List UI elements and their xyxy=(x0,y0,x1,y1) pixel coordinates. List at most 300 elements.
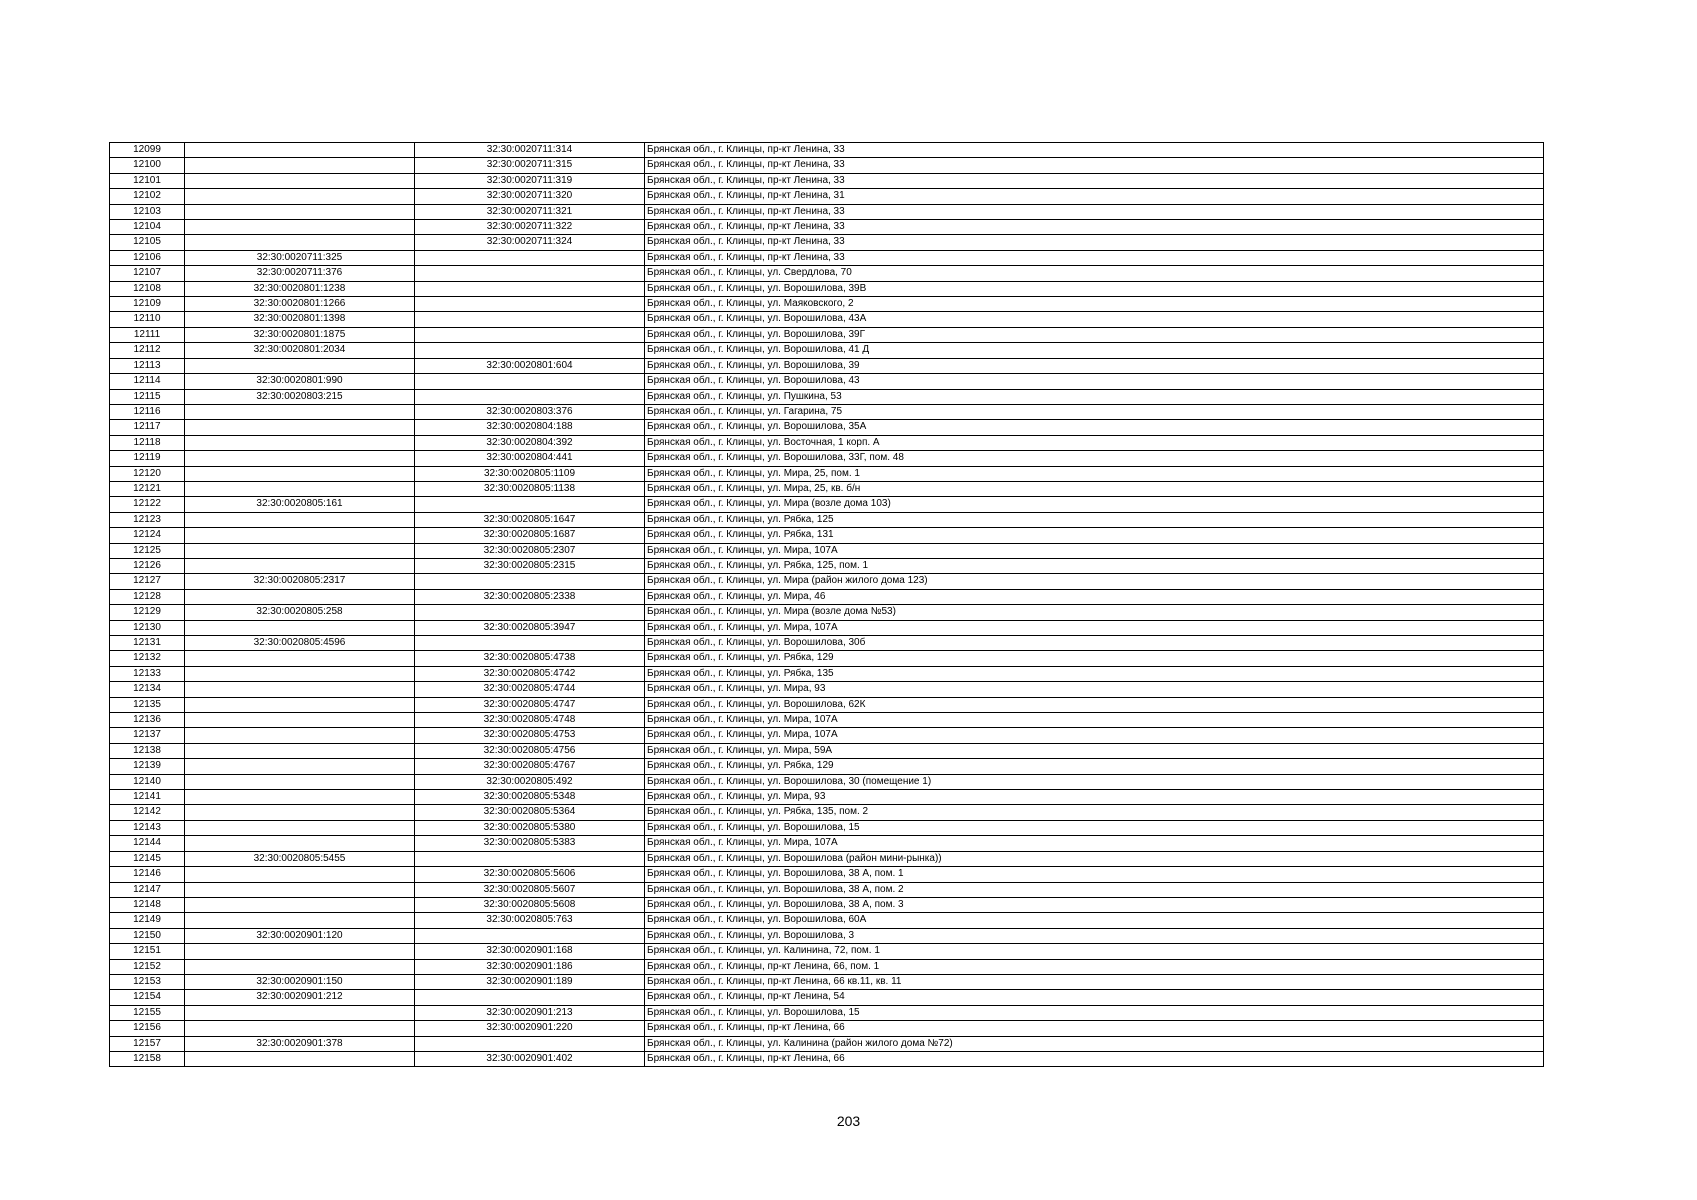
land-cadastral-number-cell xyxy=(185,466,415,481)
table-row xyxy=(110,928,1544,943)
row-number-cell: 12116 xyxy=(110,404,185,419)
table-row xyxy=(110,235,1544,250)
table-row xyxy=(110,420,1544,435)
row-number-cell: 12142 xyxy=(110,805,185,820)
row-number-cell: 12122 xyxy=(110,497,185,512)
row-number-cell: 12127 xyxy=(110,574,185,589)
address-cell: Брянская обл., г. Клинцы, ул. Мира, 107А xyxy=(645,543,1544,558)
table-row xyxy=(110,666,1544,681)
address-cell: Брянская обл., г. Клинцы, пр-кт Ленина, 33 xyxy=(645,220,1544,235)
address-cell: Брянская обл., г. Клинцы, ул. Ворошилова, 38 А, пом. 3 xyxy=(645,897,1544,912)
address-cell: Брянская обл., г. Клинцы, ул. Мира (район жилого дома 123) xyxy=(645,574,1544,589)
row-number-cell: 12099 xyxy=(110,143,185,158)
building-cadastral-number-cell: 32:30:0020805:5606 xyxy=(415,867,645,882)
table-row xyxy=(110,759,1544,774)
land-cadastral-number-cell: 32:30:0020801:1266 xyxy=(185,297,415,312)
land-cadastral-number-cell xyxy=(185,666,415,681)
land-cadastral-number-cell xyxy=(185,158,415,173)
land-cadastral-number-cell: 32:30:0020711:325 xyxy=(185,250,415,265)
land-cadastral-number-cell xyxy=(185,728,415,743)
building-cadastral-number-cell: 32:30:0020711:319 xyxy=(415,173,645,188)
table-row xyxy=(110,158,1544,173)
address-cell: Брянская обл., г. Клинцы, ул. Ворошилова, 30б xyxy=(645,636,1544,651)
land-cadastral-number-cell xyxy=(185,358,415,373)
address-cell: Брянская обл., г. Клинцы, пр-кт Ленина, 33 xyxy=(645,204,1544,219)
land-cadastral-number-cell: 32:30:0020805:258 xyxy=(185,605,415,620)
row-number-cell: 12148 xyxy=(110,897,185,912)
land-cadastral-number-cell: 32:30:0020801:2034 xyxy=(185,343,415,358)
table-row xyxy=(110,281,1544,296)
land-cadastral-number-cell xyxy=(185,867,415,882)
row-number-cell: 12156 xyxy=(110,1021,185,1036)
row-number-cell: 12136 xyxy=(110,713,185,728)
address-cell: Брянская обл., г. Клинцы, пр-кт Ленина, 66, пом. 1 xyxy=(645,959,1544,974)
address-cell: Брянская обл., г. Клинцы, ул. Мира (возле дома №53) xyxy=(645,605,1544,620)
row-number-cell: 12137 xyxy=(110,728,185,743)
address-cell: Брянская обл., г. Клинцы, ул. Ворошилова, 41 Д xyxy=(645,343,1544,358)
row-number-cell: 12109 xyxy=(110,297,185,312)
address-cell: Брянская обл., г. Клинцы, ул. Пушкина, 53 xyxy=(645,389,1544,404)
building-cadastral-number-cell xyxy=(415,389,645,404)
table-row xyxy=(110,374,1544,389)
row-number-cell: 12157 xyxy=(110,1036,185,1051)
land-cadastral-number-cell xyxy=(185,805,415,820)
row-number-cell: 12149 xyxy=(110,913,185,928)
row-number-cell: 12119 xyxy=(110,451,185,466)
land-cadastral-number-cell xyxy=(185,220,415,235)
building-cadastral-number-cell: 32:30:0020805:1647 xyxy=(415,512,645,527)
table-row xyxy=(110,897,1544,912)
building-cadastral-number-cell: 32:30:0020711:324 xyxy=(415,235,645,250)
address-cell: Брянская обл., г. Клинцы, ул. Мира, 107А xyxy=(645,713,1544,728)
building-cadastral-number-cell xyxy=(415,851,645,866)
row-number-cell: 12147 xyxy=(110,882,185,897)
land-cadastral-number-cell xyxy=(185,790,415,805)
row-number-cell: 12132 xyxy=(110,651,185,666)
building-cadastral-number-cell: 32:30:0020805:4747 xyxy=(415,697,645,712)
table-row xyxy=(110,327,1544,342)
address-cell: Брянская обл., г. Клинцы, ул. Рябка, 125, пом. 1 xyxy=(645,558,1544,573)
land-cadastral-number-cell xyxy=(185,173,415,188)
row-number-cell: 12155 xyxy=(110,1005,185,1020)
building-cadastral-number-cell: 32:30:0020901:213 xyxy=(415,1005,645,1020)
address-cell: Брянская обл., г. Клинцы, ул. Мира, 25, кв. б/н xyxy=(645,481,1544,496)
table-row xyxy=(110,173,1544,188)
land-cadastral-number-cell: 32:30:0020901:150 xyxy=(185,974,415,989)
row-number-cell: 12158 xyxy=(110,1051,185,1066)
table-row xyxy=(110,682,1544,697)
row-number-cell: 12139 xyxy=(110,759,185,774)
address-cell: Брянская обл., г. Клинцы, ул. Мира, 107А xyxy=(645,728,1544,743)
table-row xyxy=(110,543,1544,558)
table-row xyxy=(110,851,1544,866)
building-cadastral-number-cell xyxy=(415,297,645,312)
address-cell: Брянская обл., г. Клинцы, ул. Ворошилова, 38 А, пом. 2 xyxy=(645,882,1544,897)
address-cell: Брянская обл., г. Клинцы, ул. Гагарина, 75 xyxy=(645,404,1544,419)
table-row xyxy=(110,697,1544,712)
building-cadastral-number-cell: 32:30:0020711:320 xyxy=(415,189,645,204)
table-row xyxy=(110,620,1544,635)
land-cadastral-number-cell: 32:30:0020801:1238 xyxy=(185,281,415,296)
building-cadastral-number-cell xyxy=(415,266,645,281)
row-number-cell: 12131 xyxy=(110,636,185,651)
building-cadastral-number-cell: 32:30:0020805:1138 xyxy=(415,481,645,496)
building-cadastral-number-cell xyxy=(415,1036,645,1051)
address-cell: Брянская обл., г. Клинцы, ул. Рябка, 125 xyxy=(645,512,1544,527)
land-cadastral-number-cell: 32:30:0020801:1398 xyxy=(185,312,415,327)
table-row xyxy=(110,528,1544,543)
row-number-cell: 12126 xyxy=(110,558,185,573)
address-cell: Брянская обл., г. Клинцы, ул. Маяковского, 2 xyxy=(645,297,1544,312)
land-cadastral-number-cell: 32:30:0020801:990 xyxy=(185,374,415,389)
row-number-cell: 12154 xyxy=(110,990,185,1005)
building-cadastral-number-cell xyxy=(415,636,645,651)
table-row xyxy=(110,574,1544,589)
building-cadastral-number-cell: 32:30:0020801:604 xyxy=(415,358,645,373)
building-cadastral-number-cell: 32:30:0020804:392 xyxy=(415,435,645,450)
row-number-cell: 12144 xyxy=(110,836,185,851)
address-cell: Брянская обл., г. Клинцы, ул. Ворошилова, 43А xyxy=(645,312,1544,327)
building-cadastral-number-cell: 32:30:0020805:4767 xyxy=(415,759,645,774)
building-cadastral-number-cell: 32:30:0020805:4744 xyxy=(415,682,645,697)
land-cadastral-number-cell xyxy=(185,820,415,835)
address-cell: Брянская обл., г. Клинцы, пр-кт Ленина, 31 xyxy=(645,189,1544,204)
land-cadastral-number-cell xyxy=(185,774,415,789)
building-cadastral-number-cell: 32:30:0020805:4756 xyxy=(415,743,645,758)
building-cadastral-number-cell: 32:30:0020901:168 xyxy=(415,944,645,959)
row-number-cell: 12138 xyxy=(110,743,185,758)
address-cell: Брянская обл., г. Клинцы, ул. Ворошилова, 60А xyxy=(645,913,1544,928)
building-cadastral-number-cell: 32:30:0020805:4753 xyxy=(415,728,645,743)
land-cadastral-number-cell xyxy=(185,189,415,204)
row-number-cell: 12141 xyxy=(110,790,185,805)
table-row xyxy=(110,512,1544,527)
table-row xyxy=(110,466,1544,481)
row-number-cell: 12135 xyxy=(110,697,185,712)
building-cadastral-number-cell xyxy=(415,574,645,589)
table-row xyxy=(110,204,1544,219)
table-row xyxy=(110,297,1544,312)
table-row xyxy=(110,882,1544,897)
row-number-cell: 12125 xyxy=(110,543,185,558)
land-cadastral-number-cell xyxy=(185,512,415,527)
building-cadastral-number-cell: 32:30:0020805:763 xyxy=(415,913,645,928)
table-row xyxy=(110,636,1544,651)
building-cadastral-number-cell xyxy=(415,497,645,512)
table-row xyxy=(110,1005,1544,1020)
building-cadastral-number-cell: 32:30:0020805:4742 xyxy=(415,666,645,681)
land-cadastral-number-cell: 32:30:0020901:212 xyxy=(185,990,415,1005)
row-number-cell: 12108 xyxy=(110,281,185,296)
address-cell: Брянская обл., г. Клинцы, ул. Рябка, 129 xyxy=(645,651,1544,666)
address-cell: Брянская обл., г. Клинцы, пр-кт Ленина, 33 xyxy=(645,173,1544,188)
address-cell: Брянская обл., г. Клинцы, пр-кт Ленина, 66 xyxy=(645,1021,1544,1036)
address-cell: Брянская обл., г. Клинцы, пр-кт Ленина, 66 xyxy=(645,1051,1544,1066)
address-cell: Брянская обл., г. Клинцы, пр-кт Ленина, 54 xyxy=(645,990,1544,1005)
land-cadastral-number-cell: 32:30:0020711:376 xyxy=(185,266,415,281)
building-cadastral-number-cell xyxy=(415,605,645,620)
row-number-cell: 12101 xyxy=(110,173,185,188)
land-cadastral-number-cell xyxy=(185,713,415,728)
land-cadastral-number-cell xyxy=(185,543,415,558)
address-cell: Брянская обл., г. Клинцы, пр-кт Ленина, 66 кв.11, кв. 11 xyxy=(645,974,1544,989)
building-cadastral-number-cell: 32:30:0020805:5364 xyxy=(415,805,645,820)
row-number-cell: 12145 xyxy=(110,851,185,866)
building-cadastral-number-cell: 32:30:0020711:314 xyxy=(415,143,645,158)
address-cell: Брянская обл., г. Клинцы, ул. Восточная, 1 корп. А xyxy=(645,435,1544,450)
table-row xyxy=(110,605,1544,620)
land-cadastral-number-cell xyxy=(185,836,415,851)
registry-table-body xyxy=(110,143,1544,1067)
building-cadastral-number-cell: 32:30:0020901:220 xyxy=(415,1021,645,1036)
table-row xyxy=(110,774,1544,789)
row-number-cell: 12117 xyxy=(110,420,185,435)
address-cell: Брянская обл., г. Клинцы, пр-кт Ленина, 33 xyxy=(645,143,1544,158)
table-row xyxy=(110,1021,1544,1036)
row-number-cell: 12106 xyxy=(110,250,185,265)
land-cadastral-number-cell xyxy=(185,435,415,450)
row-number-cell: 12151 xyxy=(110,944,185,959)
address-cell: Брянская обл., г. Клинцы, ул. Ворошилова, 15 xyxy=(645,1005,1544,1020)
address-cell: Брянская обл., г. Клинцы, ул. Свердлова, 70 xyxy=(645,266,1544,281)
address-cell: Брянская обл., г. Клинцы, ул. Рябка, 131 xyxy=(645,528,1544,543)
registry-table xyxy=(109,142,1544,1067)
land-cadastral-number-cell: 32:30:0020805:161 xyxy=(185,497,415,512)
land-cadastral-number-cell xyxy=(185,882,415,897)
row-number-cell: 12124 xyxy=(110,528,185,543)
table-row xyxy=(110,790,1544,805)
table-row xyxy=(110,728,1544,743)
table-row xyxy=(110,944,1544,959)
table-row xyxy=(110,913,1544,928)
land-cadastral-number-cell xyxy=(185,589,415,604)
land-cadastral-number-cell xyxy=(185,528,415,543)
land-cadastral-number-cell xyxy=(185,620,415,635)
land-cadastral-number-cell xyxy=(185,944,415,959)
address-cell: Брянская обл., г. Клинцы, ул. Ворошилова, 39 xyxy=(645,358,1544,373)
table-row xyxy=(110,990,1544,1005)
building-cadastral-number-cell xyxy=(415,327,645,342)
row-number-cell: 12102 xyxy=(110,189,185,204)
address-cell: Брянская обл., г. Клинцы, пр-кт Ленина, 33 xyxy=(645,235,1544,250)
row-number-cell: 12114 xyxy=(110,374,185,389)
land-cadastral-number-cell xyxy=(185,1021,415,1036)
land-cadastral-number-cell: 32:30:0020805:2317 xyxy=(185,574,415,589)
address-cell: Брянская обл., г. Клинцы, ул. Мира, 107А xyxy=(645,620,1544,635)
row-number-cell: 12115 xyxy=(110,389,185,404)
building-cadastral-number-cell xyxy=(415,343,645,358)
building-cadastral-number-cell xyxy=(415,374,645,389)
row-number-cell: 12130 xyxy=(110,620,185,635)
building-cadastral-number-cell xyxy=(415,312,645,327)
land-cadastral-number-cell: 32:30:0020805:5455 xyxy=(185,851,415,866)
land-cadastral-number-cell xyxy=(185,143,415,158)
address-cell: Брянская обл., г. Клинцы, ул. Ворошилова, 39В xyxy=(645,281,1544,296)
land-cadastral-number-cell xyxy=(185,1051,415,1066)
table-row xyxy=(110,481,1544,496)
address-cell: Брянская обл., г. Клинцы, ул. Ворошилова, 3 xyxy=(645,928,1544,943)
table-row xyxy=(110,312,1544,327)
land-cadastral-number-cell xyxy=(185,959,415,974)
table-row xyxy=(110,867,1544,882)
row-number-cell: 12111 xyxy=(110,327,185,342)
table-row xyxy=(110,143,1544,158)
land-cadastral-number-cell: 32:30:0020901:378 xyxy=(185,1036,415,1051)
table-row xyxy=(110,589,1544,604)
building-cadastral-number-cell: 32:30:0020805:2338 xyxy=(415,589,645,604)
address-cell: Брянская обл., г. Клинцы, ул. Калинина (район жилого дома №72) xyxy=(645,1036,1544,1051)
land-cadastral-number-cell: 32:30:0020901:120 xyxy=(185,928,415,943)
page-number: 203 xyxy=(836,1113,861,1129)
land-cadastral-number-cell xyxy=(185,558,415,573)
address-cell: Брянская обл., г. Клинцы, ул. Рябка, 135 xyxy=(645,666,1544,681)
land-cadastral-number-cell xyxy=(185,235,415,250)
address-cell: Брянская обл., г. Клинцы, ул. Мира, 107А xyxy=(645,836,1544,851)
row-number-cell: 12103 xyxy=(110,204,185,219)
address-cell: Брянская обл., г. Клинцы, ул. Мира, 46 xyxy=(645,589,1544,604)
address-cell: Брянская обл., г. Клинцы, ул. Ворошилова, 30 (помещение 1) xyxy=(645,774,1544,789)
building-cadastral-number-cell xyxy=(415,250,645,265)
land-cadastral-number-cell xyxy=(185,204,415,219)
address-cell: Брянская обл., г. Клинцы, ул. Рябка, 135, пом. 2 xyxy=(645,805,1544,820)
address-cell: Брянская обл., г. Клинцы, пр-кт Ленина, 33 xyxy=(645,158,1544,173)
building-cadastral-number-cell: 32:30:0020805:4738 xyxy=(415,651,645,666)
address-cell: Брянская обл., г. Клинцы, ул. Рябка, 129 xyxy=(645,759,1544,774)
building-cadastral-number-cell: 32:30:0020805:4748 xyxy=(415,713,645,728)
address-cell: Брянская обл., г. Клинцы, ул. Ворошилова, 39Г xyxy=(645,327,1544,342)
row-number-cell: 12150 xyxy=(110,928,185,943)
row-number-cell: 12120 xyxy=(110,466,185,481)
address-cell: Брянская обл., г. Клинцы, ул. Ворошилова, 38 А, пом. 1 xyxy=(645,867,1544,882)
building-cadastral-number-cell: 32:30:0020805:3947 xyxy=(415,620,645,635)
row-number-cell: 12118 xyxy=(110,435,185,450)
row-number-cell: 12128 xyxy=(110,589,185,604)
table-row xyxy=(110,974,1544,989)
table-row xyxy=(110,805,1544,820)
row-number-cell: 12121 xyxy=(110,481,185,496)
address-cell: Брянская обл., г. Клинцы, ул. Калинина, 72, пом. 1 xyxy=(645,944,1544,959)
address-cell: Брянская обл., г. Клинцы, пр-кт Ленина, 33 xyxy=(645,250,1544,265)
table-row xyxy=(110,343,1544,358)
row-number-cell: 12105 xyxy=(110,235,185,250)
address-cell: Брянская обл., г. Клинцы, ул. Мира, 25, пом. 1 xyxy=(645,466,1544,481)
row-number-cell: 12104 xyxy=(110,220,185,235)
table-row xyxy=(110,959,1544,974)
building-cadastral-number-cell: 32:30:0020901:402 xyxy=(415,1051,645,1066)
table-row xyxy=(110,651,1544,666)
building-cadastral-number-cell: 32:30:0020711:315 xyxy=(415,158,645,173)
table-row xyxy=(110,1036,1544,1051)
row-number-cell: 12107 xyxy=(110,266,185,281)
building-cadastral-number-cell: 32:30:0020805:2315 xyxy=(415,558,645,573)
address-cell: Брянская обл., г. Клинцы, ул. Мира, 93 xyxy=(645,682,1544,697)
building-cadastral-number-cell xyxy=(415,281,645,296)
address-cell: Брянская обл., г. Клинцы, ул. Ворошилова, 35А xyxy=(645,420,1544,435)
building-cadastral-number-cell: 32:30:0020711:322 xyxy=(415,220,645,235)
land-cadastral-number-cell xyxy=(185,759,415,774)
table-row xyxy=(110,189,1544,204)
building-cadastral-number-cell: 32:30:0020805:2307 xyxy=(415,543,645,558)
building-cadastral-number-cell: 32:30:0020805:492 xyxy=(415,774,645,789)
address-cell: Брянская обл., г. Клинцы, ул. Мира (возле дома 103) xyxy=(645,497,1544,512)
table-row xyxy=(110,451,1544,466)
table-row xyxy=(110,389,1544,404)
row-number-cell: 12146 xyxy=(110,867,185,882)
building-cadastral-number-cell: 32:30:0020901:189 xyxy=(415,974,645,989)
table-row xyxy=(110,1051,1544,1066)
land-cadastral-number-cell xyxy=(185,697,415,712)
table-row xyxy=(110,250,1544,265)
address-cell: Брянская обл., г. Клинцы, ул. Мира, 59А xyxy=(645,743,1544,758)
table-row xyxy=(110,743,1544,758)
land-cadastral-number-cell xyxy=(185,404,415,419)
land-cadastral-number-cell: 32:30:0020801:1875 xyxy=(185,327,415,342)
building-cadastral-number-cell: 32:30:0020805:1109 xyxy=(415,466,645,481)
row-number-cell: 12123 xyxy=(110,512,185,527)
row-number-cell: 12110 xyxy=(110,312,185,327)
building-cadastral-number-cell: 32:30:0020804:441 xyxy=(415,451,645,466)
building-cadastral-number-cell: 32:30:0020804:188 xyxy=(415,420,645,435)
address-cell: Брянская обл., г. Клинцы, ул. Ворошилова, 43 xyxy=(645,374,1544,389)
building-cadastral-number-cell: 32:30:0020805:5608 xyxy=(415,897,645,912)
table-row xyxy=(110,497,1544,512)
land-cadastral-number-cell xyxy=(185,913,415,928)
building-cadastral-number-cell: 32:30:0020805:5380 xyxy=(415,820,645,835)
row-number-cell: 12112 xyxy=(110,343,185,358)
building-cadastral-number-cell: 32:30:0020805:5348 xyxy=(415,790,645,805)
row-number-cell: 12140 xyxy=(110,774,185,789)
land-cadastral-number-cell xyxy=(185,897,415,912)
table-row xyxy=(110,266,1544,281)
table-row xyxy=(110,713,1544,728)
address-cell: Брянская обл., г. Клинцы, ул. Ворошилова, 33Г, пом. 48 xyxy=(645,451,1544,466)
building-cadastral-number-cell: 32:30:0020901:186 xyxy=(415,959,645,974)
table-row xyxy=(110,358,1544,373)
row-number-cell: 12129 xyxy=(110,605,185,620)
address-cell: Брянская обл., г. Клинцы, ул. Ворошилова, 62К xyxy=(645,697,1544,712)
table-row xyxy=(110,558,1544,573)
row-number-cell: 12134 xyxy=(110,682,185,697)
land-cadastral-number-cell xyxy=(185,481,415,496)
land-cadastral-number-cell xyxy=(185,743,415,758)
building-cadastral-number-cell xyxy=(415,928,645,943)
row-number-cell: 12100 xyxy=(110,158,185,173)
land-cadastral-number-cell xyxy=(185,682,415,697)
land-cadastral-number-cell xyxy=(185,651,415,666)
building-cadastral-number-cell: 32:30:0020805:5607 xyxy=(415,882,645,897)
address-cell: Брянская обл., г. Клинцы, ул. Ворошилова, 15 xyxy=(645,820,1544,835)
land-cadastral-number-cell xyxy=(185,420,415,435)
table-row xyxy=(110,836,1544,851)
row-number-cell: 12133 xyxy=(110,666,185,681)
address-cell: Брянская обл., г. Клинцы, ул. Мира, 93 xyxy=(645,790,1544,805)
table-row xyxy=(110,220,1544,235)
row-number-cell: 12113 xyxy=(110,358,185,373)
land-cadastral-number-cell xyxy=(185,451,415,466)
address-cell: Брянская обл., г. Клинцы, ул. Ворошилова (район мини-рынка)) xyxy=(645,851,1544,866)
building-cadastral-number-cell: 32:30:0020805:1687 xyxy=(415,528,645,543)
row-number-cell: 12152 xyxy=(110,959,185,974)
land-cadastral-number-cell: 32:30:0020803:215 xyxy=(185,389,415,404)
building-cadastral-number-cell: 32:30:0020711:321 xyxy=(415,204,645,219)
table-row xyxy=(110,820,1544,835)
building-cadastral-number-cell xyxy=(415,990,645,1005)
row-number-cell: 12153 xyxy=(110,974,185,989)
land-cadastral-number-cell xyxy=(185,1005,415,1020)
table-row xyxy=(110,404,1544,419)
land-cadastral-number-cell: 32:30:0020805:4596 xyxy=(185,636,415,651)
row-number-cell: 12143 xyxy=(110,820,185,835)
